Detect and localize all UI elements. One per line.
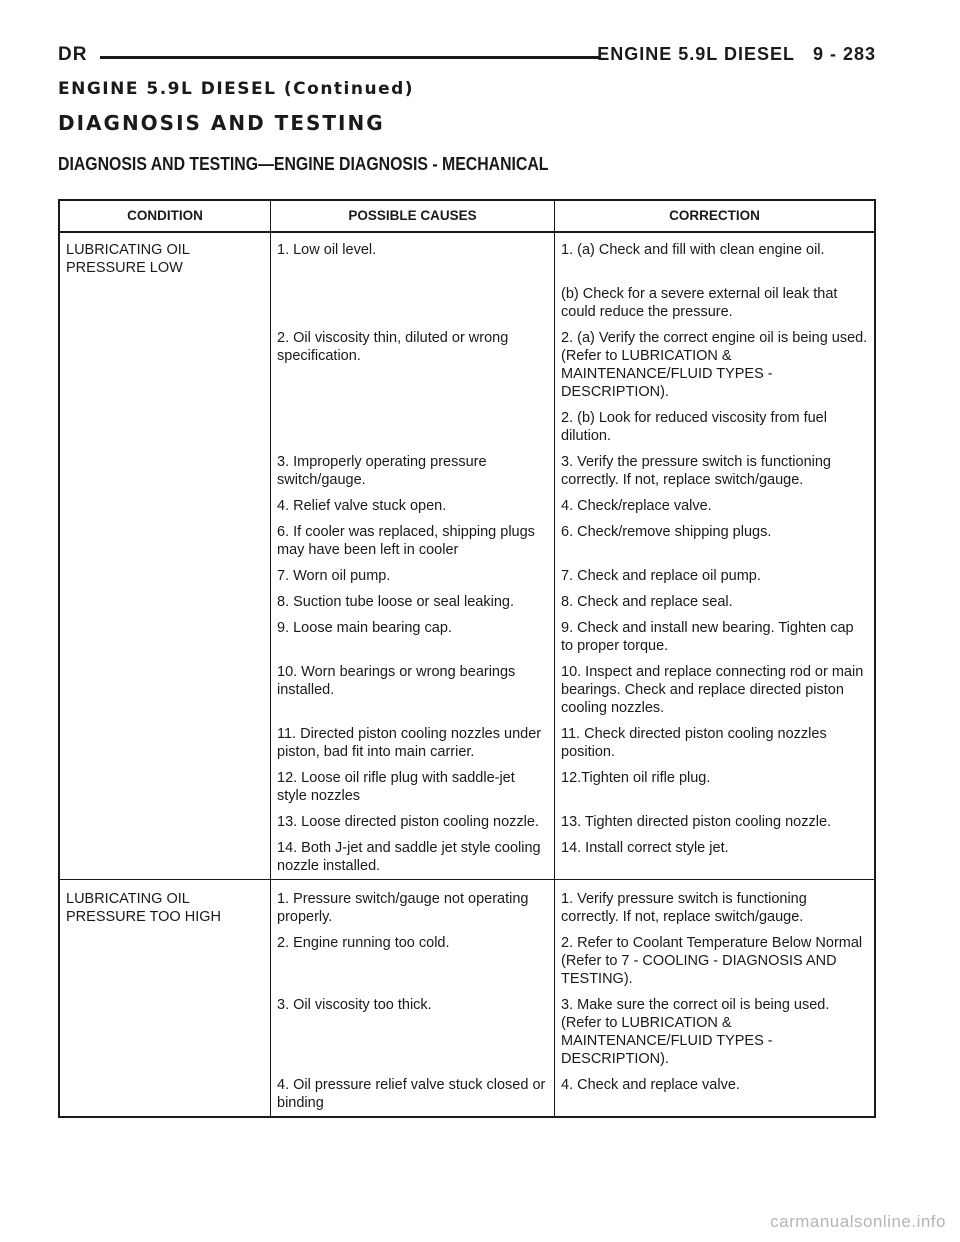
watermark: carmanualsonline.info xyxy=(770,1212,946,1231)
condition-cell xyxy=(59,405,271,449)
condition-cell xyxy=(59,809,271,835)
correction-cell: 2. Refer to Coolant Temperature Below Normal (Refer to 7 - COOLING - DIAGNOSIS AND TESTING). xyxy=(561,935,863,987)
header-possible-causes: POSSIBLE CAUSES xyxy=(271,200,555,232)
condition-cell xyxy=(59,835,271,880)
correction-cell: 11. Check directed piston cooling nozzles position. xyxy=(561,726,827,760)
correction-cell: 2. (a) Verify the correct engine oil is being used. (Refer to LUBRICATION & MAINTENANCE/FLUID TYPES - DESCRIPTION). xyxy=(561,330,868,400)
cause-cell: 9. Loose main bearing cap. xyxy=(271,615,555,659)
correction-cell: 14. Install correct style jet. xyxy=(561,840,729,856)
correction-cell: 3. Verify the pressure switch is functioning correctly. If not, replace switch/gauge. xyxy=(561,454,831,488)
header-rule xyxy=(100,56,600,59)
cause-cell xyxy=(271,281,555,325)
table-header-row xyxy=(59,200,875,232)
correction-cell: 2. (b) Look for reduced viscosity from fuel dilution. xyxy=(561,410,827,444)
condition-cell xyxy=(59,325,271,405)
table-row xyxy=(59,1072,875,1117)
table-row xyxy=(59,992,875,1072)
table-row xyxy=(59,615,875,659)
condition-cell xyxy=(59,615,271,659)
correction-cell: 9. Check and install new bearing. Tighten cap to proper torque. xyxy=(561,620,854,654)
table-row xyxy=(59,519,875,563)
condition-cell xyxy=(59,281,271,325)
table-row xyxy=(59,765,875,809)
cause-cell: 1. Pressure switch/gauge not operating properly. xyxy=(271,880,555,931)
table-row xyxy=(59,449,875,493)
header-section-title: ENGINE 5.9L DIESEL xyxy=(597,44,795,64)
condition-cell xyxy=(59,589,271,615)
condition-cell xyxy=(59,493,271,519)
table-body xyxy=(59,232,875,1117)
diagnosis-table xyxy=(58,199,876,1118)
header-model-code: DR xyxy=(58,44,88,65)
condition-cell xyxy=(59,659,271,721)
page-header xyxy=(58,44,876,74)
table-row xyxy=(59,493,875,519)
correction-cell: 1. Verify pressure switch is functioning correctly. If not, replace switch/gauge. xyxy=(555,880,876,931)
header-condition: CONDITION xyxy=(59,200,271,232)
header-section xyxy=(597,44,876,65)
cause-cell: 4. Oil pressure relief valve stuck closed or binding xyxy=(271,1072,555,1117)
cause-cell: 6. If cooler was replaced, shipping plugs may have been left in cooler xyxy=(271,519,555,563)
cause-cell: 7. Worn oil pump. xyxy=(271,563,555,589)
table-row xyxy=(59,835,875,880)
condition-cell xyxy=(59,563,271,589)
correction-cell: 4. Check and replace valve. xyxy=(561,1077,740,1093)
cause-cell: 11. Directed piston cooling nozzles under piston, bad fit into main carrier. xyxy=(271,721,555,765)
correction-cell: 4. Check/replace valve. xyxy=(561,498,712,514)
correction-cell: 10. Inspect and replace connecting rod or main bearings. Check and replace directed piston cooling nozzles. xyxy=(561,664,864,716)
table-row xyxy=(59,563,875,589)
table-row xyxy=(59,880,875,931)
table-row xyxy=(59,721,875,765)
condition-cell xyxy=(59,519,271,563)
correction-cell: 3. Make sure the correct oil is being used. (Refer to LUBRICATION & MAINTENANCE/FLUID TYPES - DESCRIPTION). xyxy=(561,997,830,1067)
correction-cell: 6. Check/remove shipping plugs. xyxy=(561,524,772,540)
cause-cell: 2. Engine running too cold. xyxy=(271,930,555,992)
cause-cell: 8. Suction tube loose or seal leaking. xyxy=(271,589,555,615)
correction-cell: 12.Tighten oil rifle plug. xyxy=(561,770,711,786)
cause-cell: 1. Low oil level. xyxy=(271,232,555,281)
condition-cell xyxy=(59,1072,271,1117)
cause-cell: 14. Both J-jet and saddle jet style cooling nozzle installed. xyxy=(271,835,555,880)
page-number: 9 - 283 xyxy=(812,44,876,64)
condition-cell xyxy=(59,449,271,493)
subsection-title: DIAGNOSIS AND TESTING—ENGINE DIAGNOSIS - MECHANICAL xyxy=(58,154,549,174)
condition-cell xyxy=(59,721,271,765)
condition-cell: LUBRICATING OIL PRESSURE LOW xyxy=(59,232,271,281)
correction-cell: 7. Check and replace oil pump. xyxy=(561,568,761,584)
condition-cell xyxy=(59,992,271,1072)
condition-cell xyxy=(59,765,271,809)
table-row xyxy=(59,659,875,721)
cause-cell: 13. Loose directed piston cooling nozzle. xyxy=(271,809,555,835)
table-row xyxy=(59,325,875,405)
cause-cell: 2. Oil viscosity thin, diluted or wrong specification. xyxy=(271,325,555,405)
table-row xyxy=(59,232,875,281)
cause-cell: 3. Improperly operating pressure switch/gauge. xyxy=(271,449,555,493)
table-row xyxy=(59,589,875,615)
header-correction: CORRECTION xyxy=(555,200,876,232)
table-row xyxy=(59,405,875,449)
table-row xyxy=(59,930,875,992)
correction-cell: (b) Check for a severe external oil leak that could reduce the pressure. xyxy=(561,286,838,320)
table-row xyxy=(59,281,875,325)
table-row xyxy=(59,809,875,835)
cause-cell: 12. Loose oil rifle plug with saddle-jet style nozzles xyxy=(271,765,555,809)
cause-cell: 3. Oil viscosity too thick. xyxy=(271,992,555,1072)
cause-cell: 10. Worn bearings or wrong bearings installed. xyxy=(271,659,555,721)
continued-heading: ENGINE 5.9L DIESEL (Continued) xyxy=(58,79,415,99)
correction-cell: 13. Tighten directed piston cooling nozzle. xyxy=(561,814,832,830)
cause-cell: 4. Relief valve stuck open. xyxy=(271,493,555,519)
section-title: DIAGNOSIS AND TESTING xyxy=(58,111,385,135)
correction-cell: 1. (a) Check and fill with clean engine oil. xyxy=(561,242,825,258)
cause-cell xyxy=(271,405,555,449)
correction-cell: 8. Check and replace seal. xyxy=(561,594,733,610)
condition-cell xyxy=(59,930,271,992)
condition-cell: LUBRICATING OIL PRESSURE TOO HIGH xyxy=(59,880,271,931)
